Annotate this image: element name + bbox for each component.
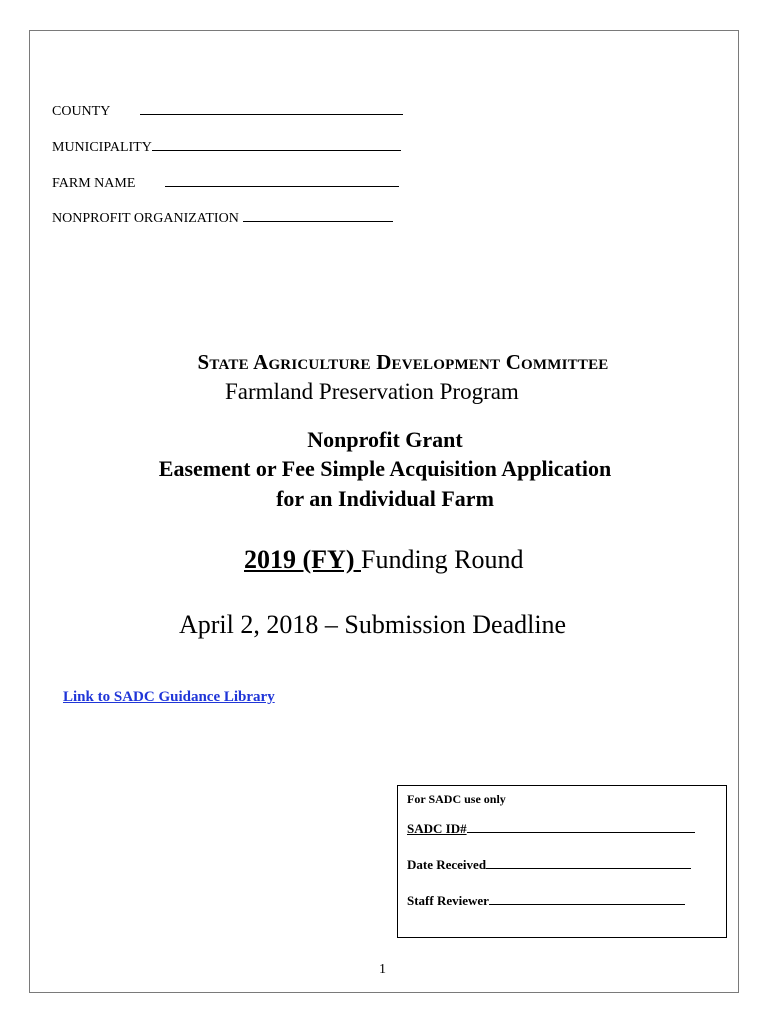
date-received-field[interactable] <box>407 856 691 873</box>
farm-name-field[interactable] <box>52 174 399 192</box>
agency-title <box>0 350 770 375</box>
staff-reviewer-blank[interactable] <box>489 892 685 905</box>
sadc-use-only-box <box>397 785 727 938</box>
county-blank[interactable] <box>140 102 403 115</box>
county-field[interactable] <box>52 102 403 120</box>
funding-year: 2019 (FY) <box>244 545 361 574</box>
nonprofit-organization-blank[interactable] <box>243 209 393 222</box>
funding-round-label: Funding Round <box>360 545 524 574</box>
grant-title-line-1: Nonprofit Grant <box>307 427 463 452</box>
funding-round <box>244 545 524 575</box>
sadc-guidance-library-link[interactable]: Link to SADC Guidance Library <box>63 689 275 705</box>
sadc-id-blank[interactable] <box>467 820 695 833</box>
nonprofit-organization-field[interactable] <box>52 209 393 227</box>
farm-name-blank[interactable] <box>165 174 399 187</box>
program-title: Farmland Preservation Program <box>225 379 519 404</box>
municipality-label: MUNICIPALITY <box>52 140 152 155</box>
municipality-blank[interactable] <box>152 138 401 151</box>
staff-reviewer-field[interactable] <box>407 892 685 909</box>
date-received-blank[interactable] <box>486 856 691 869</box>
date-received-label: Date Received <box>407 857 487 872</box>
nonprofit-organization-label: NONPROFIT ORGANIZATION <box>52 211 239 226</box>
municipality-field[interactable] <box>52 138 401 156</box>
grant-title-line-3: for an Individual Farm <box>276 486 494 511</box>
sadc-id-field[interactable] <box>407 820 695 837</box>
submission-deadline: April 2, 2018 – Submission Deadline <box>179 610 567 639</box>
staff-reviewer-label: Staff Reviewer <box>407 893 489 908</box>
sadc-box-heading: For SADC use only <box>407 792 506 806</box>
grant-title-line-2: Easement or Fee Simple Acquisition Application <box>158 456 612 481</box>
agency-name: State Agriculture Development Committee <box>197 350 609 374</box>
sadc-id-label: SADC ID# <box>407 821 467 836</box>
county-label: COUNTY <box>52 104 111 119</box>
page-number: 1 <box>379 962 386 977</box>
farm-name-label: FARM NAME <box>52 176 136 191</box>
